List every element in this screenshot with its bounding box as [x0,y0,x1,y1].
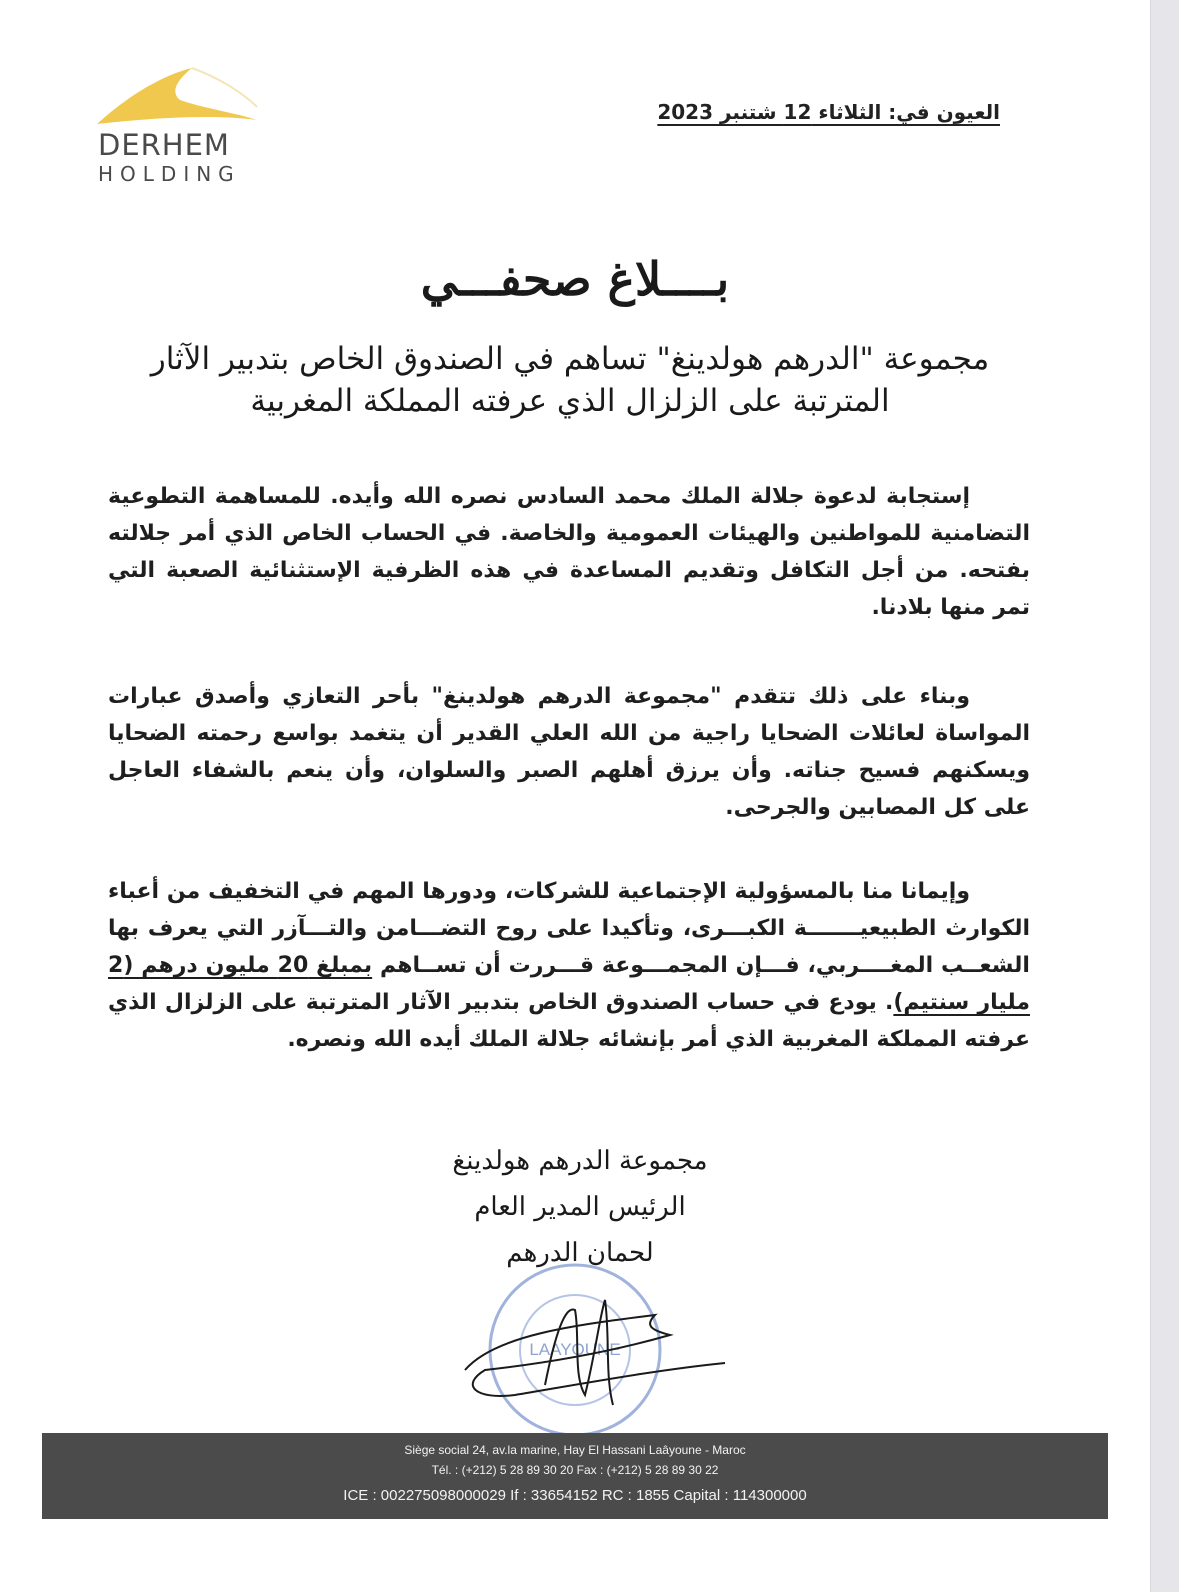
paragraph-3-intro: وإيمانا منا بالمسؤولية الإجتماعية للشركات، ودورها المهم في التخفيف من أعباء الكوارث الطبيعيـــــــة الكبـــرى، وتأكيدا على روح التضـــامن والتـــآزر التي يعرف بها الشعــب المغــــربي، فـــإن المجمـــوعة قـــررت أن تســاهم [108,879,1030,978]
footer-registry: ICE : 002275098000029 If : 33654152 RC : 1855 Capital : 114300000 [343,1487,807,1504]
headline-line-1: مجموعة "الدرهم هولدينغ" تساهم في الصندوق الخاص بتدبير الآثار [150,341,990,377]
headline-line-2: المترتبة على الزلزال الذي عرفته المملكة المغربية [250,383,890,419]
logo-name: DERHEM [98,128,230,162]
signature-block [430,1138,730,1276]
mountain-logo-icon [92,62,262,132]
paragraph-3-text [108,873,1030,1058]
handwritten-signature-icon [455,1275,735,1415]
paragraph-1 [108,478,1030,626]
press-release-title: بــــلاغ صحفـــي [420,252,730,306]
headline [120,338,1020,422]
footer-bar [42,1433,1108,1519]
paragraph-3 [108,873,1030,1058]
signatory-company: مجموعة الدرهم هولدينغ [452,1146,708,1176]
footer-phone-fax: Tél. : (+212) 5 28 89 30 20 Fax : (+212) 5 28 89 30 22 [431,1463,719,1477]
paragraph-2 [108,678,1030,826]
footer-address: Siège social 24, av.la marine, Hay El Hassani Laâyoune - Maroc [404,1443,746,1457]
paragraph-1-text: إستجابة لدعوة جلالة الملك محمد السادس نصره الله وأيده. للمساهمة التطوعية التضامنية للمواطنين والهيئات العمومية والخاصة. في الحساب الخاص الذي أمر جلالته بفتحه. من أجل التكافل وتقديم المساعدة في هذه الظرفية الإستثنائية الصعبة التي تمر منها بلادنا. [108,484,1030,620]
signatory-role: الرئيس المدير العام [474,1192,686,1222]
donation-amount: بمبلغ 20 مليون درهم (2 مليار سنتيم) [108,953,1030,1015]
signatory-name: لحمان الدرهم [506,1238,654,1268]
page-edge [1150,0,1179,1592]
date-line: العيون في: الثلاثاء 12 شتنبر 2023 [657,100,1000,124]
stamp-center-text: LAAYOUNE [529,1340,621,1359]
paragraph-2-text: وبناء على ذلك تتقدم "مجموعة الدرهم هولدينغ" بأحر التعازي وأصدق عبارات المواساة لعائلات الضحايا راجية من الله العلي القدير أن يتغمد بواسع رحمته الضحايا ويسكنهم فسيح جناته. وأن يرزق أهلهم الصبر والسلوان، وأن ينعم بالشفاء العاجل على كل المصابين والجرحى. [108,684,1030,820]
logo-subtitle: HOLDING [98,162,241,186]
company-logo [92,62,262,192]
paragraph-3-end: . يودع في حساب الصندوق الخاص بتدبير الآثار المترتبة على الزلزال الذي عرفته المملكة المغربية الذي أمر بإنشائه جلالة الملك أيده الله ونصره. [108,990,1030,1052]
